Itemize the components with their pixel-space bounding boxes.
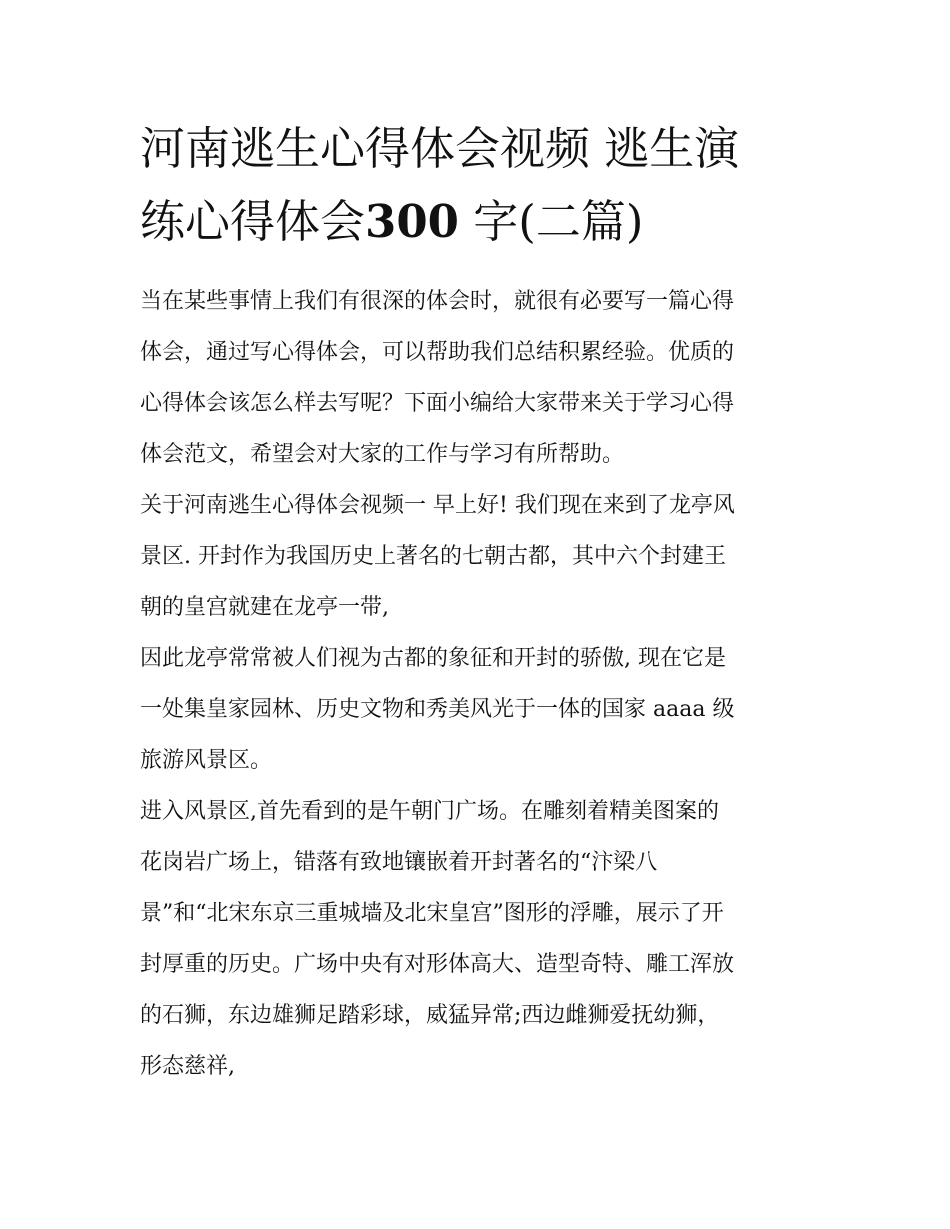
text-line: 朝的皇宫就建在龙亭一带,: [140, 595, 389, 620]
text-line: 体会，通过写心得体会，可以帮助我们总结积累经验。优质的: [140, 340, 735, 365]
title-line-2-number: 300: [365, 195, 459, 248]
title-line-2: [140, 185, 820, 258]
title-line-2-suffix: 字(二篇): [458, 195, 644, 248]
paragraph-symbol: [140, 633, 820, 786]
document-body: [140, 276, 820, 1092]
text-line: 旅游风景区。: [140, 748, 273, 773]
paragraph-intro: [140, 276, 820, 480]
text-line: 进入风景区,首先看到的是午朝门广场。在雕刻着精美图案的: [140, 799, 719, 824]
text-line: 一处集皇家园林、历史文物和秀美风光于一体的国家 aaaa 级: [140, 697, 735, 722]
text-line: 封厚重的历史。广场中央有对形体高大、造型奇特、雕工浑放: [140, 952, 735, 977]
document-page: [140, 112, 820, 1092]
text-line: 景区. 开封作为我国历史上著名的七朝古都，其中六个封建王: [140, 544, 726, 569]
text-line: 景”和“北宋东京三重城墙及北宋皇宫”图形的浮雕，展示了开: [140, 901, 724, 926]
text-line: 体会范文，希望会对大家的工作与学习有所帮助。: [140, 442, 625, 467]
title-line-1: 河南逃生心得体会视频 逃生演: [140, 122, 740, 175]
text-line: 形态慈祥,: [140, 1054, 235, 1079]
paragraph-square: [140, 786, 820, 1092]
title-line-2-prefix: 练心得体会: [140, 195, 366, 248]
paragraph-longting: [140, 480, 820, 633]
text-line: 花岗岩广场上，错落有致地镶嵌着开封著名的“汴梁八: [140, 850, 658, 875]
document-title: [140, 112, 820, 258]
text-line: 心得体会该怎么样去写呢？下面小编给大家带来关于学习心得: [140, 391, 735, 416]
text-line: 的石狮，东边雄狮足踏彩球，威猛异常;西边雌狮爱抚幼狮，: [140, 1003, 720, 1028]
text-line: 关于河南逃生心得体会视频一 早上好! 我们现在来到了龙亭风: [140, 493, 735, 518]
text-line: 因此龙亭常常被人们视为古都的象征和开封的骄傲, 现在它是: [140, 646, 726, 671]
text-line: 当在某些事情上我们有很深的体会时，就很有必要写一篇心得: [140, 289, 735, 314]
